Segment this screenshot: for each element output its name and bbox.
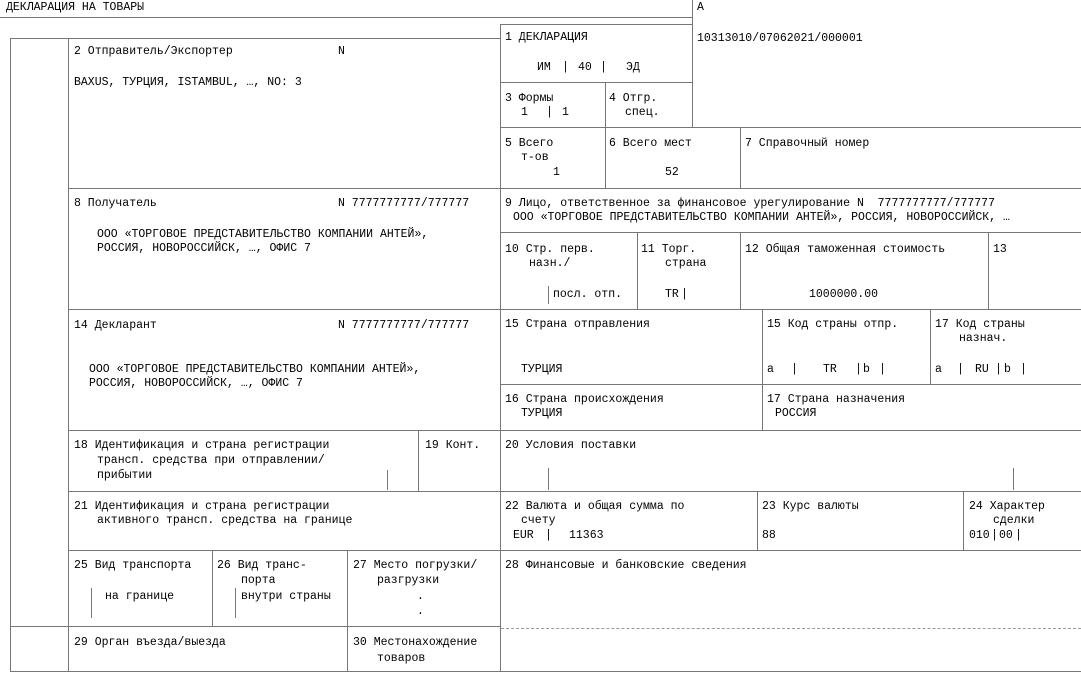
box4-label2: спец. [625,106,660,119]
box15a-sep: | [791,363,798,376]
box24-label2: сделки [993,514,1035,527]
box26-label2: порта [241,574,276,587]
box11-value: TR [665,288,679,301]
box27-label: 27 Место погрузки/ [353,559,478,572]
box17a-sep: | [957,363,964,376]
box13-label: 13 [993,243,1007,256]
rule [501,127,1081,128]
box15-label: 15 Страна отправления [505,318,650,331]
registration-number: 10313010/07062021/000001 [697,32,863,45]
box17-value: РОССИЯ [775,407,817,420]
rule [68,430,1081,431]
box9-value: ООО «ТОРГОВОЕ ПРЕДСТАВИТЕЛЬСТВО КОМПАНИИ АНТЕЙ», РОССИЯ, НОВОРОССИЙСК, … [513,211,1010,224]
box24-sep: | [1015,529,1022,542]
box25-label2: на границе [105,590,175,603]
rule [740,232,741,309]
box25-label: 25 Вид транспорта [74,559,192,572]
rule [68,188,1081,189]
box6-label: 6 Всего мест [609,137,692,150]
box18-line2: трансп. средства при отправлении/ [97,454,325,467]
rule [605,82,606,188]
rule [930,309,931,384]
rule [10,671,1081,672]
box11-label2: страна [665,257,707,270]
rule [10,38,11,671]
tick [548,286,549,304]
box14-n: N 7777777777/777777 [338,319,470,332]
box1-ed: ЭД [626,61,640,74]
rule [418,430,419,491]
box27-label2: разгрузки [377,574,440,587]
box16-value: ТУРЦИЯ [521,407,563,420]
box12-label: 12 Общая таможенная стоимость [745,243,946,256]
rule [500,24,501,671]
box28-label: 28 Финансовые и банковские сведения [505,559,747,572]
box10-value: посл. отп. [553,288,623,301]
box5-value: 1 [553,166,560,179]
box8-n: N 7777777777/777777 [338,197,470,210]
box17a-code: RU [975,363,989,376]
box2-label: 2 Отправитель/Экспортер [74,45,233,58]
box24-sep: | [991,529,998,542]
box23-value: 88 [762,529,776,542]
rule [757,491,758,550]
box6-value: 52 [665,166,679,179]
box20-label: 20 Условия поставки [505,439,637,452]
box10-label: 10 Стр. перв. [505,243,595,256]
copy-mark: A [697,1,704,14]
box4-label: 4 Отгр. [609,92,658,105]
box17a-b: b [1004,363,1011,376]
rule [501,232,1081,233]
rule [0,17,692,18]
box24-label: 24 Характер [969,500,1045,513]
rule [68,550,1081,551]
box22-label: 22 Валюта и общая сумма по [505,500,685,513]
box5-label2: т-ов [521,151,549,164]
box3-label: 3 Формы [505,92,554,105]
rule [762,309,763,430]
rule [740,127,741,188]
box24-v2: 00 [999,529,1013,542]
box17a-sep: | [995,363,1002,376]
box5-label: 5 Всего [505,137,554,150]
box17a-label2: назнач. [959,332,1008,345]
box3-v2: 1 [562,106,569,119]
box17-label: 17 Страна назначения [767,393,906,406]
box1-im: ИМ [537,61,551,74]
box8-line2: РОССИЯ, НОВОРОССИЙСК, …, ОФИС 7 [97,242,311,255]
rule [10,38,500,39]
box11-sep: | [681,288,688,301]
box15a-sep: | [879,363,886,376]
box30-label2: товаров [377,652,426,665]
box15a-sep: | [855,363,862,376]
box26-label: 26 Вид транс- [217,559,307,572]
rule [692,0,693,127]
box19-label: 19 Конт. [425,439,481,452]
rule [10,626,500,627]
rule [347,550,348,671]
rule [963,491,964,550]
box23-label: 23 Курс валюты [762,500,859,513]
box12-value: 1000000.00 [809,288,879,301]
tick [387,470,388,490]
dashed-rule [501,628,1081,629]
box27-dot1: . [417,590,424,603]
box8-line1: ООО «ТОРГОВОЕ ПРЕДСТАВИТЕЛЬСТВО КОМПАНИИ АНТЕЙ», [97,228,429,241]
box8-label: 8 Получатель [74,197,157,210]
box17a-a: a [935,363,942,376]
box22-label2: счету [521,514,556,527]
box14-label: 14 Декларант [74,319,157,332]
box17a-sep: | [1020,363,1027,376]
box21-line2: активного трансп. средства на границе [97,514,353,527]
box1-sep: | [562,61,569,74]
box21-line1: 21 Идентификация и страна регистрации [74,500,330,513]
box11-label: 11 Торг. [641,243,697,256]
tick [1013,468,1014,490]
box22-sep: | [545,529,552,542]
box16-label: 16 Страна происхождения [505,393,664,406]
box15a-code: TR [823,363,837,376]
tick [235,588,236,618]
box26-label3: внутри страны [241,590,331,603]
box3-sep: | [546,106,553,119]
box1-sep: | [600,61,607,74]
tick [91,588,92,618]
box22-currency: EUR [513,529,534,542]
box30-label: 30 Местонахождение [353,636,478,649]
rule [501,24,692,25]
box10-label2: назн./ [529,257,571,270]
box18-line1: 18 Идентификация и страна регистрации [74,439,330,452]
box14-line1: ООО «ТОРГОВОЕ ПРЕДСТАВИТЕЛЬСТВО КОМПАНИИ АНТЕЙ», [89,363,421,376]
box9-label: 9 Лицо, ответственное за финансовое урегулирование N 7777777777/777777 [505,197,995,210]
box18-line3: прибытии [97,469,153,482]
rule [68,491,1081,492]
box24-v1: 010 [969,529,990,542]
box15-value: ТУРЦИЯ [521,363,563,376]
rule [637,232,638,309]
box27-dot2: . [417,605,424,618]
box2-value: BAXUS, ТУРЦИЯ, ISTAMBUL, …, NO: 3 [74,76,302,89]
rule [988,232,989,309]
box29-label: 29 Орган въезда/выезда [74,636,226,649]
box15a-a: a [767,363,774,376]
tick [548,468,549,490]
box2-n: N [338,45,345,58]
box15a-b: b [863,363,870,376]
box14-line2: РОССИЯ, НОВОРОССИЙСК, …, ОФИС 7 [89,377,303,390]
form-title: ДЕКЛАРАЦИЯ НА ТОВАРЫ [6,1,145,14]
box15a-label: 15 Код страны отпр. [767,318,899,331]
box1-label: 1 ДЕКЛАРАЦИЯ [505,31,588,44]
box17a-label: 17 Код страны [935,318,1025,331]
rule [68,38,69,671]
box22-amount: 11363 [569,529,604,542]
box7-label: 7 Справочный номер [745,137,870,150]
rule [501,384,1081,385]
rule [501,82,692,83]
rule [212,550,213,626]
box3-v1: 1 [521,106,528,119]
box1-code: 40 [578,61,592,74]
